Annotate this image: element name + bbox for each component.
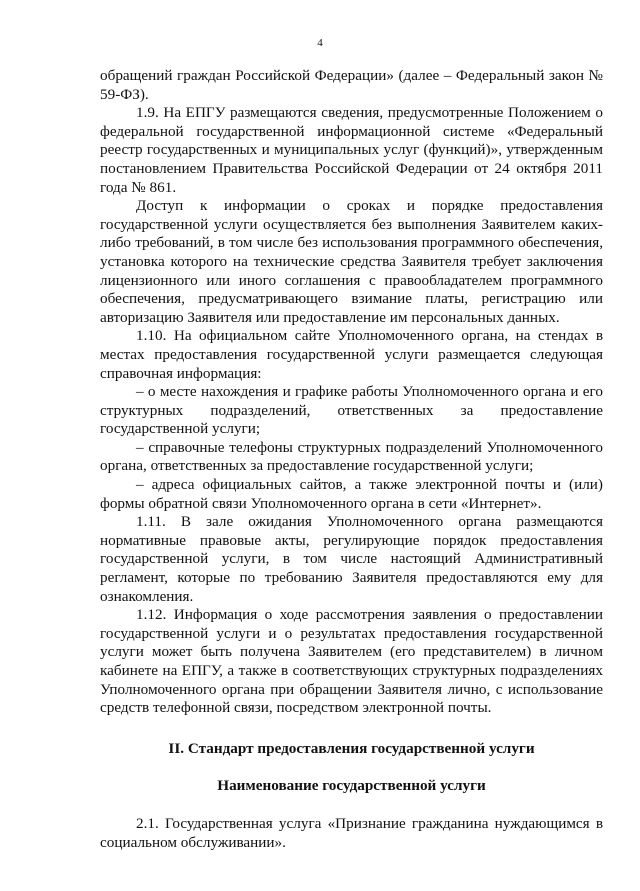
spacer — [100, 796, 603, 815]
section-heading: II. Стандарт предоставления государственной услуги — [168, 739, 535, 757]
paragraph-1-12: 1.12. Информация о ходе рассмотрения заявления о предоставлении государственной услуги и о результатах предоставления государственной услуги может быть получена Заявителем (его представителем) в личном кабинете на ЕПГУ, а также в соответствующих структурных подразделениях Уполномоченного органа при обращении Заявителя лично, с использование средств телефонной связи, посредством электронной почты. — [100, 606, 603, 717]
page-number: 4 — [317, 37, 323, 49]
document-body — [100, 67, 603, 852]
paragraph-1-10: 1.10. На официальном сайте Уполномоченного органа, на стендах в местах предоставления государственной услуги размещается следующая справочная информация: — [100, 327, 603, 382]
list-item-websites: – адреса официальных сайтов, а также электронной почты и (или) формы обратной связи Уполномоченного органа в сети «Интернет». — [100, 476, 603, 512]
section-subheading: Наименование государственной услуги — [217, 777, 486, 795]
paragraph-access-info: Доступ к информации о сроках и порядке предоставления государственной услуги осуществляется без выполнения Заявителем каких-либо требований, в том числе без использования программного обеспечения, установка которого на технические средства Заявителя требует заключения лицензионного или иного соглашения с правообладателем программного обеспечения, предусматривающего взимание платы, регистрацию или авторизацию Заявителя или предоставление им персональных данных. — [100, 197, 603, 326]
spacer — [100, 718, 603, 740]
paragraph-1-11: 1.11. В зале ожидания Уполномоченного органа размещаются нормативные правовые акты, регулирующие порядок предоставления государственной услуги, в том числе настоящий Административный регламент, которые по требованию Заявителя предоставляются ему для ознакомления. — [100, 513, 603, 605]
paragraph-2-1: 2.1. Государственная услуга «Признание гражданина нуждающимся в социальном обслуживании». — [100, 814, 603, 851]
spacer — [100, 758, 603, 777]
list-item-phones: – справочные телефоны структурных подразделений Уполномоченного органа, ответственных за предоставление государственной услуги; — [100, 438, 603, 475]
paragraph-1-9: 1.9. На ЕПГУ размещаются сведения, предусмотренные Положением о федеральной государственной информационной системе «Федеральный реестр государственных и муниципальных услуг (функций)», утвержденным постановлением Правительства Российской Федерации от 24 октября 2011 года № 861. — [100, 104, 603, 196]
paragraph-continuation: обращений граждан Российской Федерации» (далее – Федеральный закон № 59-ФЗ). — [100, 67, 603, 103]
list-item-location: – о месте нахождения и графике работы Уполномоченного органа и его структурных подразделений, ответственных за предоставление государственной услуги; — [100, 383, 603, 438]
